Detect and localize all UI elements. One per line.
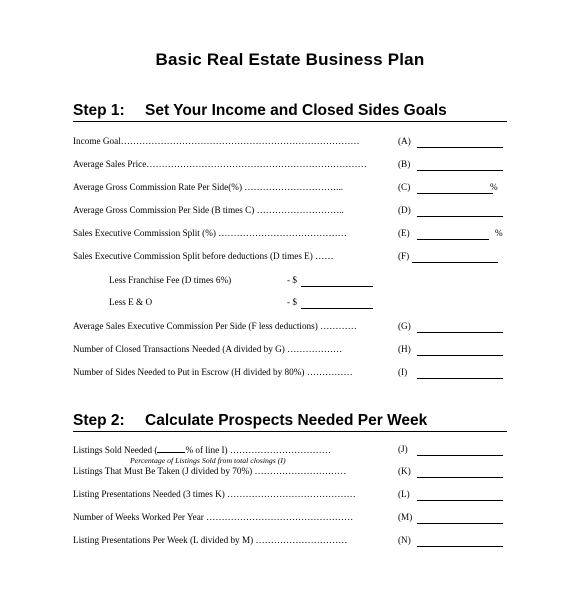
answer-blank[interactable] [417, 216, 503, 217]
step1-number: Step 1: [73, 102, 125, 119]
row-label: Listing Presentations Needed (3 times K) …………………………………… [73, 489, 356, 499]
row-m [73, 512, 507, 526]
answer-blank[interactable] [417, 147, 503, 148]
row-label: Income Goal…………………………………………………………………… [73, 136, 360, 146]
row-label: Listing Presentations Per Week (L divided by M) ………………………… [73, 535, 348, 545]
answer-blank[interactable] [417, 477, 503, 478]
row-n [73, 535, 507, 549]
row-code: (K) [398, 466, 411, 476]
row-label: Number of Weeks Worked Per Year ………………………………………… [73, 512, 354, 522]
deduction-label: Less Franchise Fee (D times 6%) [109, 275, 232, 285]
row-i [73, 367, 507, 381]
answer-blank[interactable] [417, 355, 503, 356]
percent-suffix: % [490, 182, 498, 192]
row-code: (L) [398, 489, 410, 499]
answer-blank[interactable] [417, 455, 503, 456]
row-code: (F) [398, 251, 410, 261]
row-b [73, 159, 507, 173]
step2-header [73, 412, 507, 432]
row-h [73, 344, 507, 358]
answer-blank[interactable] [417, 500, 503, 501]
answer-blank[interactable] [417, 332, 503, 333]
row-d [73, 205, 507, 219]
row-code: (M) [398, 512, 413, 522]
row-label [73, 444, 331, 455]
answer-blank[interactable] [417, 523, 503, 524]
row-label: Listings That Must Be Taken (J divided by 70%) ………………………… [73, 466, 347, 476]
row-label: Number of Sides Needed to Put in Escrow (H divided by 80%) …………… [73, 367, 353, 377]
row-code: (G) [398, 321, 411, 331]
row-j-note: Percentage of Listings Sold from total closings (I) [130, 456, 286, 465]
row-label: Sales Executive Commission Split (%) …………………………………… [73, 228, 347, 238]
deduction-sign: - $ [287, 297, 297, 307]
row-code: (H) [398, 344, 411, 354]
answer-blank[interactable] [417, 170, 503, 171]
row-e-and-o [73, 297, 507, 311]
row-label: Average Sales Price……………………………………………………………… [73, 159, 367, 169]
row-g [73, 321, 507, 335]
row-f [73, 251, 507, 265]
step1-header [73, 102, 507, 122]
row-code: (I) [398, 367, 408, 377]
row-label: Average Gross Commission Rate Per Side(%) …………………………... [73, 182, 344, 192]
row-code: (J) [398, 444, 408, 454]
answer-blank[interactable] [417, 239, 489, 240]
row-franchise-fee [73, 275, 507, 289]
percent-suffix: % [495, 228, 503, 238]
row-code: (N) [398, 535, 411, 545]
row-k [73, 466, 507, 480]
row-code: (E) [398, 228, 410, 238]
answer-blank[interactable] [301, 286, 373, 287]
percent-blank[interactable] [157, 444, 185, 453]
row-a [73, 136, 507, 150]
row-label: Sales Executive Commission Split before deductions (D times E) …… [73, 251, 334, 261]
row-label: Average Gross Commission Per Side (B times C) ……………………….. [73, 205, 344, 215]
row-label-start: Listings Sold Needed ( [73, 445, 158, 455]
deduction-label: Less E & O [109, 297, 153, 307]
row-l [73, 489, 507, 503]
answer-blank[interactable] [301, 308, 373, 309]
row-code: (C) [398, 182, 411, 192]
row-code: (D) [398, 205, 411, 215]
step1-heading: Set Your Income and Closed Sides Goals [145, 102, 447, 119]
row-code: (A) [398, 136, 411, 146]
answer-blank[interactable] [417, 378, 503, 379]
row-c [73, 182, 507, 196]
step2-number: Step 2: [73, 412, 125, 429]
deduction-sign: - $ [287, 275, 297, 285]
row-code: (B) [398, 159, 411, 169]
answer-blank[interactable] [417, 546, 503, 547]
answer-blank[interactable] [412, 262, 498, 263]
row-label: Number of Closed Transactions Needed (A divided by G) ……………… [73, 344, 343, 354]
answer-blank[interactable] [417, 193, 493, 194]
row-e [73, 228, 507, 242]
row-label-end: % of line I) [185, 445, 228, 455]
row-label: Average Sales Executive Commission Per Side (F less deductions) ………… [73, 321, 357, 331]
step2-heading: Calculate Prospects Needed Per Week [145, 412, 428, 429]
page-title: Basic Real Estate Business Plan [155, 50, 425, 69]
row-leader-dots: …………………………… [229, 445, 331, 455]
